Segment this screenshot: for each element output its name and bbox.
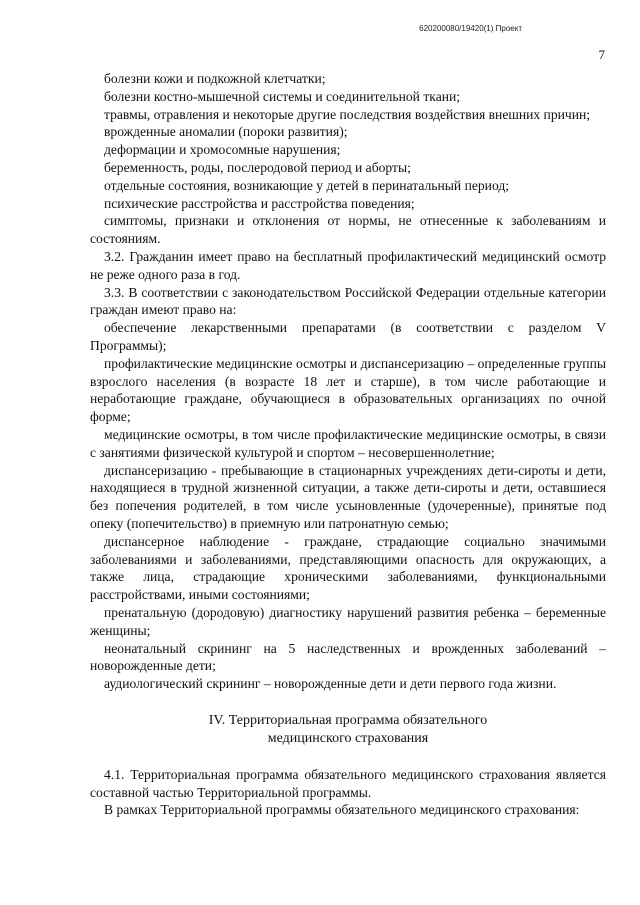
page-number: 7: [598, 47, 605, 62]
paragraph: беременность, роды, послеродовой период и аборты;: [104, 159, 411, 175]
paragraph: симптомы, признаки и отклонения от нормы, не отнесенные к заболеваниям и состояниям.: [90, 213, 606, 247]
paragraph: врожденные аномалии (пороки развития);: [104, 124, 348, 140]
paragraph: болезни кожи и подкожной клетчатки;: [104, 71, 326, 86]
section-title-line: IV. Территориальная программа обязательного: [208, 712, 488, 728]
paragraph: психические расстройства и расстройства поведения;: [104, 195, 415, 211]
document-id: 620200080/19420(1) Проект: [419, 24, 522, 33]
paragraph: диспансерное наблюдение - граждане, страдающие социально значимыми заболеваниями и заболеваниями, представляющими опасность для окружающих, а также лица, страдающие хроническими заболеваниями, функциональными расстройствами, иными состояниями;: [90, 533, 606, 603]
section-title: [90, 712, 606, 748]
paragraph: диспансеризацию - пребывающие в стационарных учреждениях дети-сироты и дети, находящиеся в трудной жизненной ситуации, а также дети-сироты и дети, оставшиеся без попечения родителей, в том числе усыновленные (удочеренные), принятые под опеку (попечительство) в приемную или патронатную семью;: [90, 462, 606, 531]
paragraph: пренатальную (дородовую) диагностику нарушений развития ребенка – беременные женщины;: [90, 604, 606, 638]
paragraph: деформации и хромосомные нарушения;: [104, 142, 341, 158]
paragraph: аудиологический скрининг – новорожденные дети и дети первого года жизни.: [104, 676, 557, 692]
paragraph: неонатальный скрининг на 5 наследственных и врожденных заболеваний – новорожденные дети;: [90, 640, 606, 674]
paragraph: болезни костно-мышечной системы и соединительной ткани;: [104, 88, 461, 104]
paragraph: травмы, отравления и некоторые другие последствия воздействия внешних причин;: [104, 106, 591, 122]
section-title-line: медицинского страхования: [267, 730, 429, 746]
paragraph: 3.2. Гражданин имеет право на бесплатный профилактический медицинский осмотр не реже одного раза в год.: [90, 248, 606, 282]
paragraph: профилактические медицинские осмотры и диспансеризацию – определенные группы взрослого населения (в возрасте 18 лет и старше), в том числе работающие и неработающие граждане, обучающиеся в образовательных организациях по очной форме;: [90, 355, 606, 425]
paragraph: обеспечение лекарственными препаратами (в соответствии с разделом V Программы);: [90, 320, 606, 353]
document-body: [90, 70, 606, 819]
paragraph: медицинские осмотры, в том числе профилактические медицинские осмотры, в связи с занятиями физической культурой и спортом – несовершеннолетние;: [90, 426, 606, 460]
paragraph: В рамках Территориальной программы обязательного медицинского страхования:: [104, 802, 580, 818]
paragraph: отдельные состояния, возникающие у детей в перинатальный период;: [104, 177, 510, 193]
paragraph: 4.1. Территориальная программа обязательного медицинского страхования является составной частью Территориальной программы.: [90, 766, 606, 800]
paragraph: 3.3. В соответствии с законодательством Российской Федерации отдельные категории граждан имеют право на:: [90, 284, 606, 318]
